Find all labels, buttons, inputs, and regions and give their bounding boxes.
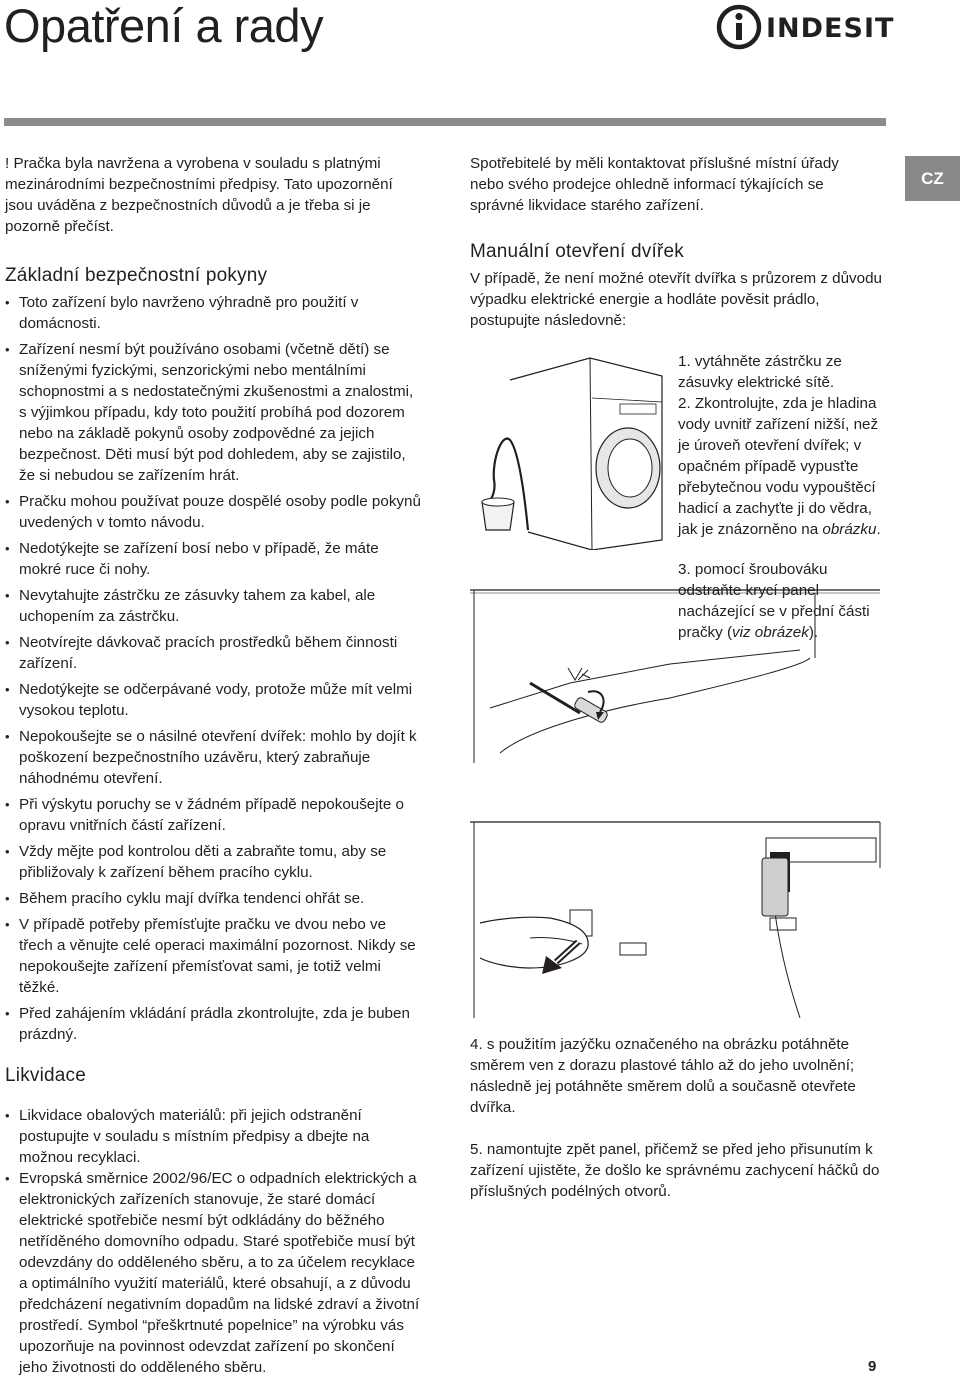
brand-name: INDESIT bbox=[766, 13, 895, 44]
right-column-top bbox=[470, 153, 890, 331]
left-column bbox=[5, 153, 423, 1379]
list-item: • Nevytahujte zástrčku ze zásuvky tahem za kabel, ale uchopením za zástrčku. bbox=[5, 585, 423, 627]
steps-4-5 bbox=[470, 1034, 890, 1202]
step-2: 2. Zkontrolujte, zda je hladina vody uvnitř zařízení nižší, než je úroveň otevření dvířek; v opačném případě vypusťte přebytečnou vodu vypouštěcí hadicí a zachyťte ji do vědra, jak je znázorněno na obrázku. bbox=[678, 395, 881, 538]
step-1: 1. vytáhněte zástrčku ze zásuvky elektrické sítě. bbox=[678, 353, 842, 391]
list-item: • Nepokoušejte se o násilné otevření dvířek: mohlo by dojít k poškození bezpečnostního uzávěru, který zabraňuje náhodnému otevření. bbox=[5, 726, 423, 789]
step-4: 4. s použitím jazýčku označeného na obrázku potáhněte směrem ven z dorazu plastové táhlo až do jeho uvolnění; následně jej potáhněte směrem dolů a současně otevřete dvířka. bbox=[470, 1036, 856, 1116]
list-item: • Likvidace obalových materiálů: při jejich odstranění postupujte v souladu s místním předpisy a dbejte na možnou recyklaci. bbox=[5, 1105, 423, 1168]
release-tab-illustration bbox=[470, 818, 885, 1018]
list-item: • Nedotýkejte se zařízení bosí nebo v případě, že máte mokré ruce či nohy. bbox=[5, 538, 423, 580]
list-item: • Neotvírejte dávkovač pracích prostředků během činnosti zařízení. bbox=[5, 632, 423, 674]
list-item: • Při výskytu poruchy se v žádném případě nepokoušejte o opravu vnitřních částí zařízení. bbox=[5, 794, 423, 836]
manual-door-heading: Manuální otevření dvířek bbox=[470, 241, 684, 262]
list-item: • Zařízení nesmí být používáno osobami (včetně dětí) se sníženými fyzickými, senzorickými nebo mentálními schopnostmi a s nedostatečnými zkušenostmi a znalostmi, s výjimkou případu, kdy toto použití probíhá pod dozorem nebo na základě pokynů osoby zodpovědné za jejich bezpečnost. Děti musí být pod dohledem, aby se zajistilo, že si nebudou se zařízením hrát. bbox=[5, 339, 423, 486]
indesit-logo-icon bbox=[716, 4, 762, 50]
safety-heading: Základní bezpečnostní pokyny bbox=[5, 265, 268, 286]
disposal-contact-text: Spotřebitelé by měli kontaktovat příslušné místní úřady nebo svého prodejce ohledně informací týkajících se správné likvidace starého zařízení. bbox=[470, 155, 839, 214]
intro-warning: ! Pračka byla navržena a vyrobena v souladu s platnými mezinárodními bezpečnostními předpisy. Tato upozornění jsou uváděna z bezpečnostních důvodů a je třeba si je pozorně přečíst. bbox=[5, 155, 393, 235]
header-divider bbox=[4, 118, 886, 126]
manual-door-intro: V případě, že není možné otevřít dvířka s průzorem z důvodu výpadku elektrické energie a hodláte pověsit prádlo, postupujte následovně: bbox=[470, 270, 882, 329]
step-5: 5. namontujte zpět panel, přičemž se před jeho přisunutím k zařízení ujistěte, že došlo ke správnému zachycení háčků do příslušných podélných otvorů. bbox=[470, 1141, 880, 1200]
remove-panel-illustration bbox=[470, 588, 890, 763]
page-title: Opatření a rady bbox=[4, 0, 324, 52]
page-number: 9 bbox=[868, 1358, 877, 1375]
list-item: • Pračku mohou používat pouze dospělé osoby podle pokynů uvedených v tomto návodu. bbox=[5, 491, 423, 533]
washing-machine-drain-illustration bbox=[470, 340, 670, 550]
step-3: 3. pomocí šroubováku odstraňte krycí panel nacházející se v přední části pračky (viz obrázek). bbox=[678, 561, 870, 641]
safety-list bbox=[5, 292, 423, 1045]
disposal-heading: Likvidace bbox=[5, 1065, 87, 1086]
list-item: • Toto zařízení bylo navrženo výhradně pro použití v domácnosti. bbox=[5, 292, 423, 334]
list-item: • Během pracího cyklu mají dvířka tendenci ohřát se. bbox=[5, 888, 423, 909]
list-item: • Před zahájením vkládání prádla zkontrolujte, zda je buben prázdný. bbox=[5, 1003, 423, 1045]
list-item: • V případě potřeby přemísťujte pračku ve dvou nebo ve třech a věnujte celé operaci maximální pozornost. Nikdy se nepokoušejte zařízení přemísťovat sami, je totiž velmi těžké. bbox=[5, 914, 423, 998]
list-item: • Nedotýkejte se odčerpávané vody, protože může mít velmi vysokou teplotu. bbox=[5, 679, 423, 721]
list-item: • Evropská směrnice 2002/96/EC o odpadních elektrických a elektronických zařízeních stanovuje, že staré domácí elektrické spotřebiče nesmí být odkládány do běžného netříděného domovního odpadu. Staré spotřebiče musí být odevzdány do odděleného sběru, a to za účelem recyklace a optimálního využití materiálů, které obsahují, a z důvodu předcházení negativním dopadům na lidské zdraví a životní prostředí. Symbol “přeškrtnuté popelnice” na výrobku vás upozorňuje na povinnost odevzdat zařízení po skončení jeho životnosti do odděleného sběru. bbox=[5, 1168, 423, 1378]
list-item: • Vždy mějte pod kontrolou děti a zabraňte tomu, aby se přibližovaly k zařízení během pracího cyklu. bbox=[5, 841, 423, 883]
brand-logo bbox=[716, 4, 895, 52]
language-tab: CZ bbox=[905, 156, 960, 201]
disposal-list bbox=[5, 1105, 423, 1378]
